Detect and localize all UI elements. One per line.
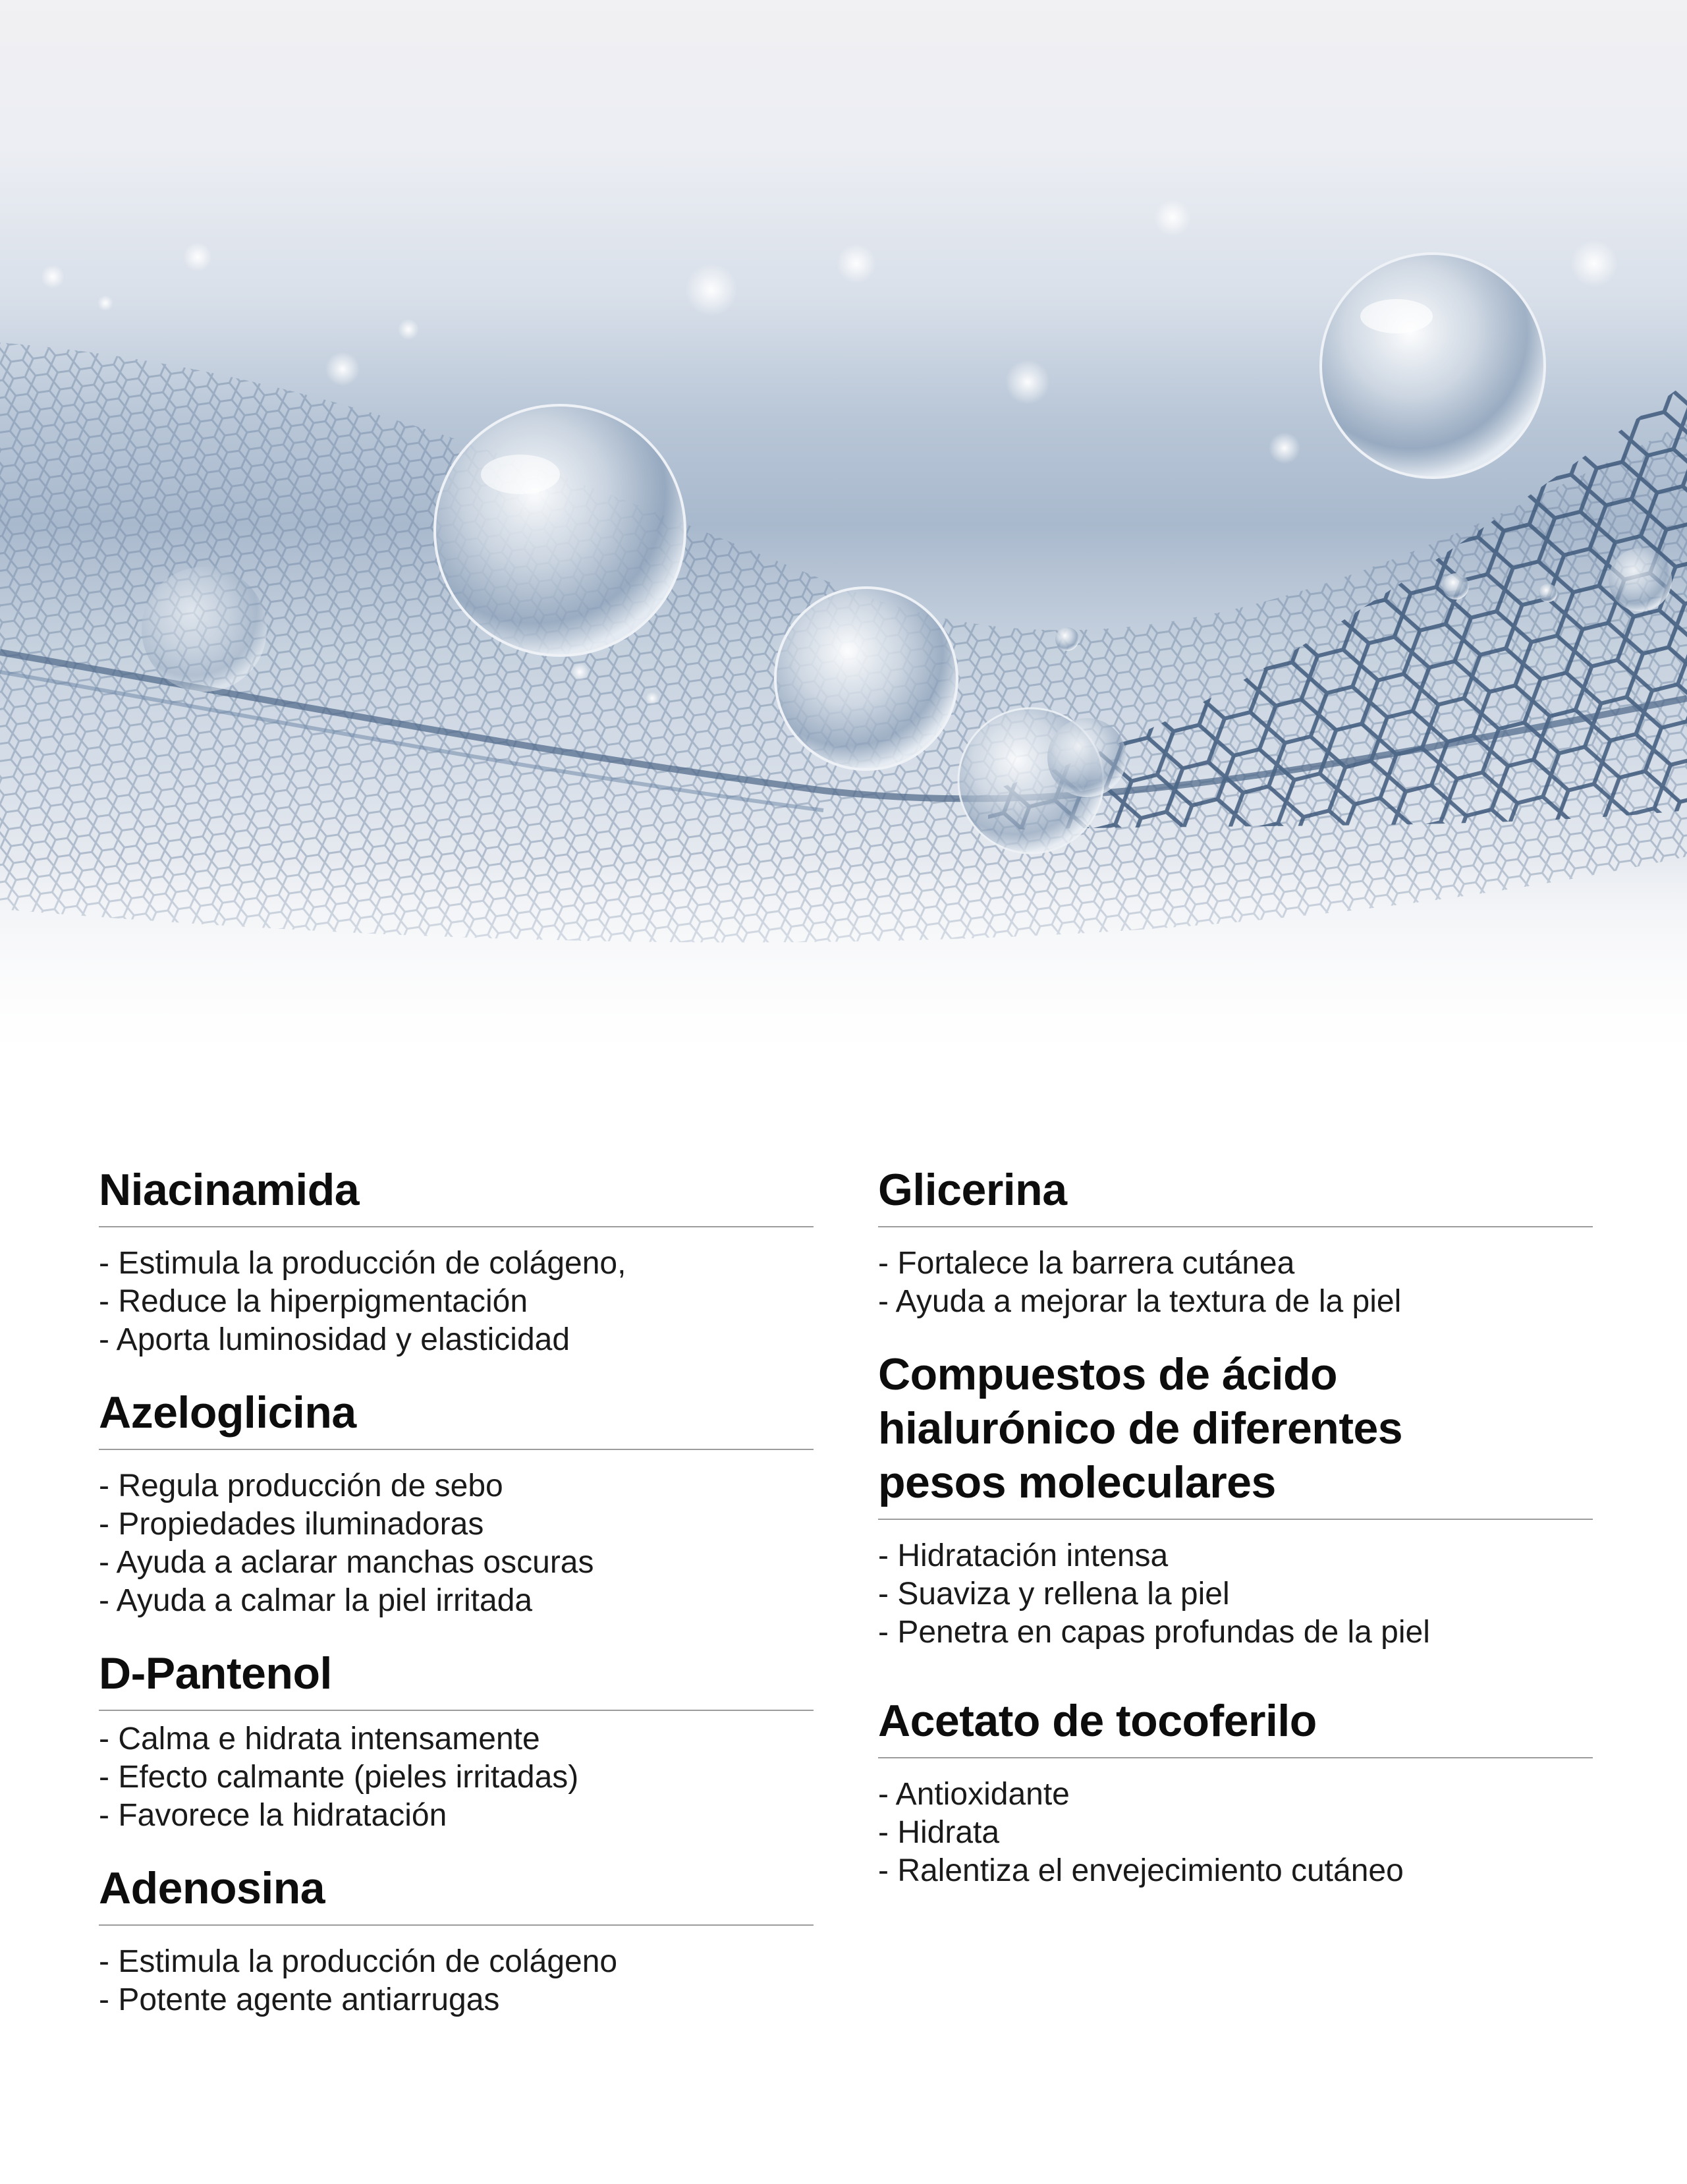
benefit-item: - Ayuda a aclarar manchas oscuras bbox=[99, 1545, 594, 1580]
benefit-item: - Propiedades iluminadoras bbox=[99, 1507, 484, 1542]
right-column bbox=[878, 1163, 1593, 1917]
ingredient-acetato-tocoferilo bbox=[878, 1694, 1593, 1890]
benefit-item: - Potente agente antiarrugas bbox=[99, 1982, 500, 2017]
divider bbox=[878, 1757, 1593, 1758]
benefit-item: - Aporta luminosidad y elasticidad bbox=[99, 1322, 570, 1357]
ingredient-title: Azeloglicina bbox=[99, 1387, 356, 1438]
benefit-item: - Hidratación intensa bbox=[878, 1538, 1169, 1573]
benefit-item: - Suaviza y rellena la piel bbox=[878, 1577, 1230, 1611]
ingredient-d-pantenol bbox=[99, 1646, 814, 1835]
ingredient-title: Acetato de tocoferilo bbox=[878, 1696, 1317, 1746]
title-line: hialurónico de diferentes bbox=[878, 1403, 1403, 1453]
title-line: Compuestos de ácido bbox=[878, 1349, 1338, 1399]
ingredient-azeloglicina bbox=[99, 1386, 814, 1620]
ingredient-acido-hialuronico bbox=[878, 1347, 1593, 1652]
benefit-item: - Ayuda a calmar la piel irritada bbox=[99, 1583, 533, 1618]
benefit-item: - Favorece la hidratación bbox=[99, 1798, 447, 1833]
ingredient-adenosina bbox=[99, 1861, 814, 2019]
benefit-item: - Ralentiza el envejecimiento cutáneo bbox=[878, 1853, 1404, 1888]
hero-image bbox=[0, 0, 1687, 1049]
title-line: pesos moleculares bbox=[878, 1457, 1276, 1507]
benefit-item: - Fortalece la barrera cutánea bbox=[878, 1246, 1295, 1281]
ingredient-title: Niacinamida bbox=[99, 1165, 360, 1215]
benefit-item: - Penetra en capas profundas de la piel bbox=[878, 1615, 1430, 1650]
benefit-item: - Estimula la producción de colágeno bbox=[99, 1944, 618, 1979]
left-column bbox=[99, 1163, 814, 2046]
benefit-item: - Estimula la producción de colágeno, bbox=[99, 1246, 626, 1281]
ingredient-title: Glicerina bbox=[878, 1165, 1067, 1215]
divider bbox=[99, 1226, 814, 1227]
benefit-item: - Ayuda a mejorar la textura de la piel bbox=[878, 1284, 1402, 1319]
benefit-item: - Regula producción de sebo bbox=[99, 1469, 503, 1503]
ingredient-title: Adenosina bbox=[99, 1863, 325, 1913]
divider bbox=[878, 1519, 1593, 1520]
ingredient-glicerina bbox=[878, 1163, 1593, 1321]
benefit-item: - Hidrata bbox=[878, 1815, 1000, 1850]
ingredient-title bbox=[878, 1347, 1593, 1509]
ingredient-niacinamida bbox=[99, 1163, 814, 1359]
divider bbox=[99, 1924, 814, 1926]
benefit-item: - Calma e hidrata intensamente bbox=[99, 1722, 540, 1756]
water-droplets-on-mesh-photo bbox=[0, 0, 1687, 1049]
benefit-item: - Reduce la hiperpigmentación bbox=[99, 1284, 528, 1319]
benefit-item: - Antioxidante bbox=[878, 1777, 1070, 1812]
divider bbox=[878, 1226, 1593, 1227]
divider bbox=[99, 1449, 814, 1450]
ingredient-title: D-Pantenol bbox=[99, 1648, 332, 1698]
benefit-item: - Efecto calmante (pieles irritadas) bbox=[99, 1760, 579, 1795]
divider bbox=[99, 1710, 814, 1711]
